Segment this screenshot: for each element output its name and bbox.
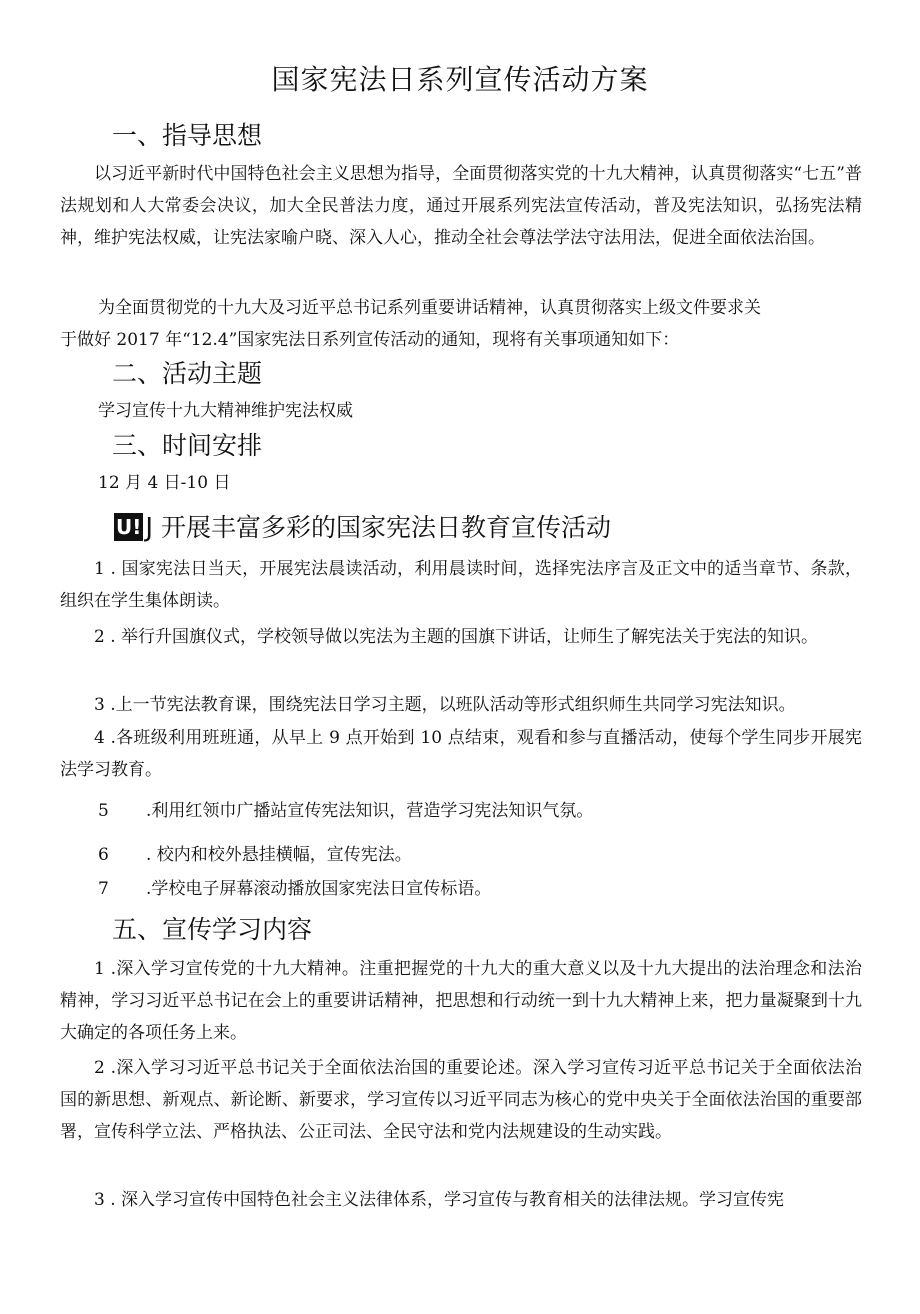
schedule-text: 12 月 4 日-10 日 (98, 473, 231, 493)
section-heading-activities-text: 开展丰富多彩的国家宪法日教育宣传活动 (161, 513, 612, 542)
activity-item-4: 4 .各班级利用班班通，从早上 9 点开始到 10 点结束，观看和参与直播活动，使每个学生同步开展宪法学习教育。 (60, 728, 862, 780)
item-text: . 校内和校外悬挂横幅，宣传宪法。 (146, 845, 412, 865)
activity-item-7 (98, 873, 491, 905)
item-text: .利用红领巾广播站宣传宪法知识，营造学习宪法知识气氛。 (146, 801, 594, 821)
item-number: 7 (98, 879, 109, 899)
section-heading-learning-content: 五、宣传学习内容 (112, 915, 313, 944)
paragraph-guiding-ideology: 以习近平新时代中国特色社会主义思想为指导，全面贯彻落实党的十九大精神，认真贯彻落实“七五”普法规划和人大常委会决议，加大全民普法力度，通过开展系列宪法宣传活动，普及宪法知识，弘扬宪法精神，维护宪法权威，让宪法家喻户晓、深入人心，推动全社会尊法学法守法用法，促进全面依法治国。 (60, 164, 862, 248)
paragraph-notice-line-1: 为全面贯彻党的十九大及习近平总书记系列重要讲话精神，认真贯彻落实上级文件要求关 (98, 298, 761, 318)
section-number-mark: J (145, 513, 154, 543)
activity-item-3: 3 .上一节宪法教育课，围绕宪法日学习主题，以班队活动等形式组织师生共同学习宪法知识。 (94, 695, 796, 715)
section-heading-guiding-ideology: 一、指导思想 (112, 121, 263, 150)
document-title: 国家宪法日系列宣传活动方案 (271, 63, 649, 96)
item-number: 5 (98, 801, 109, 821)
learning-item-1: 1 .深入学习宣传党的十九大精神。注重把握党的十九大的重大意义以及十九大提出的法治理念和法治精神，学习习近平总书记在会上的重要讲话精神，把思想和行动统一到十九大精神上来，把力量凝聚到十九大确定的各项任务上来。 (60, 959, 862, 1043)
section-heading-theme: 二、活动主题 (112, 359, 263, 388)
section-heading-schedule: 三、时间安排 (112, 431, 263, 460)
activity-item-6 (98, 839, 412, 871)
section-number-badge: U! (116, 515, 142, 539)
theme-text: 学习宣传十九大精神维护宪法权威 (98, 401, 353, 421)
activity-item-1: 1 . 国家宪法日当天，开展宪法晨读活动，利用晨读时间，选择宪法序言及正文中的适当章节、条款，组织在学生集体朗读。 (60, 559, 862, 611)
learning-item-2: 2 .深入学习习近平总书记关于全面依法治国的重要论述。深入学习宣传习近平总书记关于全面依法治国的新思想、新观点、新论断、新要求，学习宣传以习近平同志为核心的党中央关于全面依法治国的重要部署，宣传科学立法、严格执法、公正司法、全民守法和党内法规建设的生动实践。 (60, 1058, 862, 1142)
activity-item-5 (98, 795, 593, 827)
section-heading-activities (114, 510, 611, 546)
paragraph-notice-line-2: 于做好 2017 年“12.4”国家宪法日系列宣传活动的通知，现将有关事项通知如下： (60, 330, 680, 350)
learning-item-3: 3 . 深入学习宣传中国特色社会主义法律体系，学习宣传与教育相关的法律法规。学习宣传宪 (94, 1190, 785, 1210)
item-number: 6 (98, 845, 109, 865)
item-text: .学校电子屏幕滚动播放国家宪法日宣传标语。 (146, 879, 492, 899)
activity-item-2: 2 . 举行升国旗仪式，学校领导做以宪法为主题的国旗下讲话，让师生了解宪法关于宪法的知识。 (94, 627, 819, 647)
